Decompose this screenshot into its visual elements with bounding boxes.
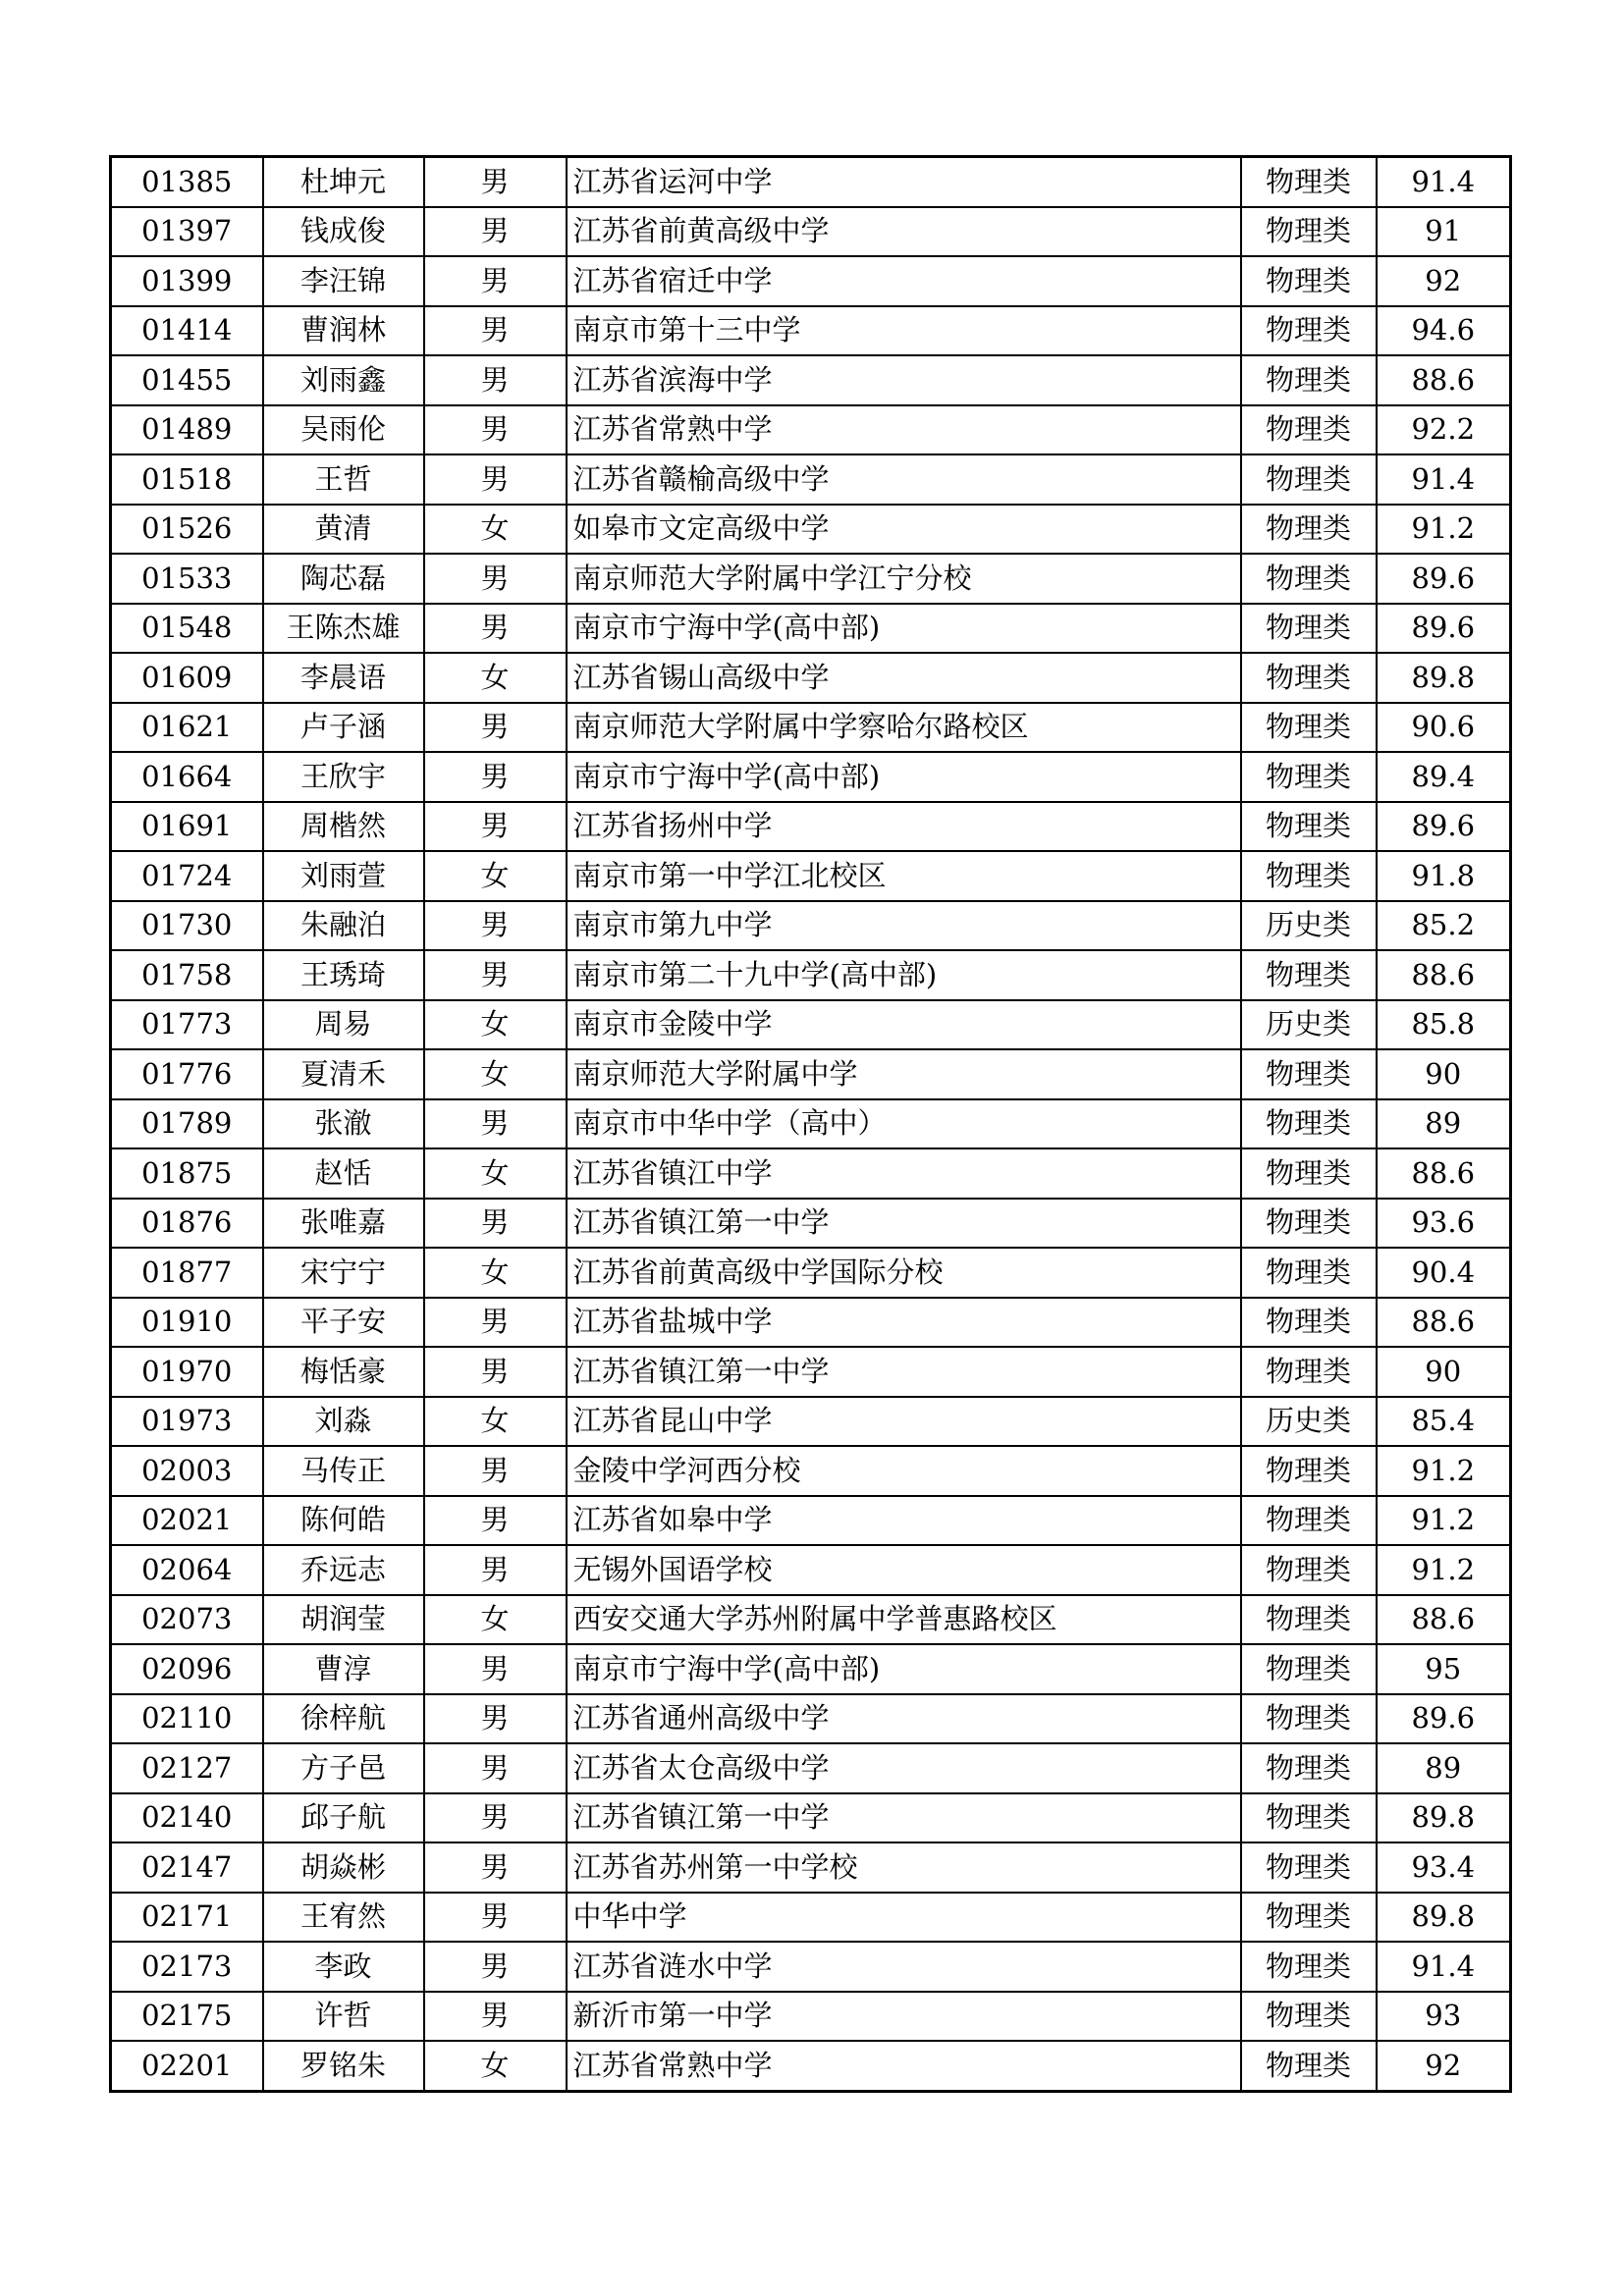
student-id-cell: 02064 [111,1545,263,1595]
score-cell: 85.4 [1377,1397,1511,1447]
gender-cell: 男 [424,1199,567,1249]
school-cell: 江苏省镇江中学 [567,1148,1241,1199]
score-cell: 92.2 [1377,405,1511,455]
track-cell: 历史类 [1241,1000,1377,1050]
table-row [111,752,1511,802]
score-cell: 89.6 [1377,1694,1511,1744]
track-cell: 物理类 [1241,256,1377,306]
table-row [111,355,1511,405]
score-cell: 90.6 [1377,703,1511,753]
track-cell: 物理类 [1241,1743,1377,1793]
score-cell: 95 [1377,1644,1511,1694]
gender-cell: 男 [424,752,567,802]
student-id-cell: 01877 [111,1248,263,1298]
table-row [111,1793,1511,1843]
track-cell: 物理类 [1241,1793,1377,1843]
student-name-cell: 王陈杰雄 [263,604,424,654]
gender-cell: 男 [424,207,567,257]
school-cell: 江苏省滨海中学 [567,355,1241,405]
track-cell: 物理类 [1241,405,1377,455]
gender-cell: 女 [424,1397,567,1447]
gender-cell: 男 [424,1942,567,1992]
student-id-cell: 01397 [111,207,263,257]
school-cell: 南京市金陵中学 [567,1000,1241,1050]
score-cell: 92 [1377,256,1511,306]
track-cell: 物理类 [1241,355,1377,405]
table-row [111,1595,1511,1645]
school-cell: 江苏省赣榆高级中学 [567,454,1241,505]
school-cell: 南京市第十三中学 [567,306,1241,356]
gender-cell: 男 [424,1099,567,1149]
table-row [111,256,1511,306]
score-cell: 85.2 [1377,901,1511,951]
school-cell: 江苏省宿迁中学 [567,256,1241,306]
track-cell: 物理类 [1241,950,1377,1000]
table-row [111,157,1511,207]
gender-cell: 男 [424,1347,567,1397]
student-name-cell: 许哲 [263,1992,424,2042]
student-name-cell: 张澈 [263,1099,424,1149]
score-cell: 89 [1377,1099,1511,1149]
gender-cell: 女 [424,2041,567,2091]
school-cell: 江苏省昆山中学 [567,1397,1241,1447]
school-cell: 江苏省镇江第一中学 [567,1793,1241,1843]
school-cell: 江苏省前黄高级中学国际分校 [567,1248,1241,1298]
score-cell: 89.8 [1377,1893,1511,1943]
student-name-cell: 刘淼 [263,1397,424,1447]
school-cell: 南京师范大学附属中学江宁分校 [567,554,1241,604]
student-name-cell: 张唯嘉 [263,1199,424,1249]
school-cell: 南京市第二十九中学(高中部) [567,950,1241,1000]
table-row [111,1644,1511,1694]
score-cell: 91.4 [1377,1942,1511,1992]
score-cell: 88.6 [1377,1595,1511,1645]
score-cell: 88.6 [1377,950,1511,1000]
school-cell: 江苏省扬州中学 [567,802,1241,852]
student-name-cell: 王欣宇 [263,752,424,802]
track-cell: 物理类 [1241,554,1377,604]
school-cell: 南京师范大学附属中学察哈尔路校区 [567,703,1241,753]
table-row [111,1545,1511,1595]
roster-table [109,155,1512,2093]
school-cell: 新沂市第一中学 [567,1992,1241,2042]
student-name-cell: 胡焱彬 [263,1842,424,1893]
student-id-cell: 01691 [111,802,263,852]
gender-cell: 男 [424,1496,567,1546]
student-id-cell: 01621 [111,703,263,753]
score-cell: 89.6 [1377,604,1511,654]
table-row [111,306,1511,356]
score-cell: 85.8 [1377,1000,1511,1050]
track-cell: 物理类 [1241,1148,1377,1199]
student-id-cell: 02003 [111,1446,263,1496]
student-name-cell: 周楷然 [263,802,424,852]
table-row [111,653,1511,703]
table-row [111,1000,1511,1050]
table-row [111,2041,1511,2091]
student-id-cell: 01776 [111,1049,263,1099]
school-cell: 江苏省太仓高级中学 [567,1743,1241,1793]
school-cell: 南京市第一中学江北校区 [567,851,1241,901]
track-cell: 物理类 [1241,1199,1377,1249]
score-cell: 88.6 [1377,1298,1511,1348]
student-name-cell: 罗铭朱 [263,2041,424,2091]
student-id-cell: 01970 [111,1347,263,1397]
student-name-cell: 陈何皓 [263,1496,424,1546]
student-name-cell: 马传正 [263,1446,424,1496]
school-cell: 南京市宁海中学(高中部) [567,752,1241,802]
school-cell: 南京市第九中学 [567,901,1241,951]
gender-cell: 女 [424,653,567,703]
roster-body [111,157,1511,2092]
table-row [111,405,1511,455]
student-id-cell: 02073 [111,1595,263,1645]
student-name-cell: 刘雨萱 [263,851,424,901]
track-cell: 物理类 [1241,2041,1377,2091]
school-cell: 南京市宁海中学(高中部) [567,604,1241,654]
score-cell: 94.6 [1377,306,1511,356]
student-id-cell: 02171 [111,1893,263,1943]
student-name-cell: 王宥然 [263,1893,424,1943]
table-row [111,454,1511,505]
student-name-cell: 胡润莹 [263,1595,424,1645]
track-cell: 历史类 [1241,1397,1377,1447]
table-row [111,1496,1511,1546]
score-cell: 91.2 [1377,1545,1511,1595]
score-cell: 91 [1377,207,1511,257]
score-cell: 89.6 [1377,802,1511,852]
student-id-cell: 01875 [111,1148,263,1199]
student-name-cell: 平子安 [263,1298,424,1348]
score-cell: 89.8 [1377,1793,1511,1843]
student-name-cell: 王琇琦 [263,950,424,1000]
gender-cell: 男 [424,1992,567,2042]
table-row [111,1842,1511,1893]
student-name-cell: 王哲 [263,454,424,505]
student-name-cell: 曹淳 [263,1644,424,1694]
student-id-cell: 01973 [111,1397,263,1447]
track-cell: 物理类 [1241,1496,1377,1546]
student-name-cell: 钱成俊 [263,207,424,257]
school-cell: 中华中学 [567,1893,1241,1943]
student-id-cell: 01876 [111,1199,263,1249]
student-name-cell: 方子邑 [263,1743,424,1793]
student-id-cell: 02096 [111,1644,263,1694]
student-id-cell: 02140 [111,1793,263,1843]
student-name-cell: 吴雨伦 [263,405,424,455]
score-cell: 92 [1377,2041,1511,2091]
gender-cell: 男 [424,355,567,405]
track-cell: 物理类 [1241,703,1377,753]
school-cell: 江苏省盐城中学 [567,1298,1241,1348]
student-id-cell: 01724 [111,851,263,901]
gender-cell: 男 [424,1446,567,1496]
student-name-cell: 赵恬 [263,1148,424,1199]
table-row [111,1397,1511,1447]
school-cell: 南京市中华中学（高中） [567,1099,1241,1149]
track-cell: 物理类 [1241,1893,1377,1943]
track-cell: 物理类 [1241,1545,1377,1595]
student-id-cell: 02021 [111,1496,263,1546]
student-id-cell: 01533 [111,554,263,604]
student-id-cell: 01526 [111,505,263,555]
score-cell: 89.8 [1377,653,1511,703]
student-id-cell: 01664 [111,752,263,802]
school-cell: 江苏省前黄高级中学 [567,207,1241,257]
track-cell: 物理类 [1241,505,1377,555]
student-id-cell: 01385 [111,157,263,207]
school-cell: 江苏省常熟中学 [567,2041,1241,2091]
gender-cell: 男 [424,1842,567,1893]
gender-cell: 男 [424,1793,567,1843]
student-name-cell: 李晨语 [263,653,424,703]
table-row [111,207,1511,257]
school-cell: 江苏省锡山高级中学 [567,653,1241,703]
gender-cell: 男 [424,1644,567,1694]
track-cell: 物理类 [1241,1347,1377,1397]
track-cell: 物理类 [1241,306,1377,356]
track-cell: 物理类 [1241,653,1377,703]
gender-cell: 女 [424,1049,567,1099]
score-cell: 93 [1377,1992,1511,2042]
student-id-cell: 01548 [111,604,263,654]
gender-cell: 女 [424,1248,567,1298]
student-id-cell: 02201 [111,2041,263,2091]
table-row [111,1743,1511,1793]
score-cell: 93.4 [1377,1842,1511,1893]
track-cell: 物理类 [1241,1248,1377,1298]
school-cell: 如皋市文定高级中学 [567,505,1241,555]
table-row [111,1942,1511,1992]
table-row [111,1893,1511,1943]
student-name-cell: 邱子航 [263,1793,424,1843]
table-row [111,1099,1511,1149]
track-cell: 物理类 [1241,1446,1377,1496]
table-row [111,950,1511,1000]
score-cell: 93.6 [1377,1199,1511,1249]
school-cell: 江苏省苏州第一中学校 [567,1842,1241,1893]
school-cell: 江苏省涟水中学 [567,1942,1241,1992]
gender-cell: 女 [424,1595,567,1645]
student-id-cell: 01758 [111,950,263,1000]
student-name-cell: 曹润林 [263,306,424,356]
table-row [111,554,1511,604]
student-id-cell: 01399 [111,256,263,306]
track-cell: 物理类 [1241,454,1377,505]
student-name-cell: 李汪锦 [263,256,424,306]
table-row [111,851,1511,901]
table-row [111,1049,1511,1099]
table-row [111,1298,1511,1348]
score-cell: 91.2 [1377,505,1511,555]
school-cell: 江苏省镇江第一中学 [567,1347,1241,1397]
student-name-cell: 宋宁宁 [263,1248,424,1298]
track-cell: 物理类 [1241,1694,1377,1744]
student-name-cell: 陶芯磊 [263,554,424,604]
gender-cell: 男 [424,703,567,753]
gender-cell: 男 [424,1545,567,1595]
table-row [111,1148,1511,1199]
student-name-cell: 刘雨鑫 [263,355,424,405]
track-cell: 物理类 [1241,1049,1377,1099]
track-cell: 物理类 [1241,207,1377,257]
student-name-cell: 卢子涵 [263,703,424,753]
student-id-cell: 01730 [111,901,263,951]
score-cell: 88.6 [1377,355,1511,405]
gender-cell: 男 [424,306,567,356]
score-cell: 90 [1377,1347,1511,1397]
student-id-cell: 01609 [111,653,263,703]
student-name-cell: 夏清禾 [263,1049,424,1099]
student-name-cell: 周易 [263,1000,424,1050]
table-row [111,505,1511,555]
gender-cell: 男 [424,454,567,505]
track-cell: 历史类 [1241,901,1377,951]
track-cell: 物理类 [1241,802,1377,852]
school-cell: 无锡外国语学校 [567,1545,1241,1595]
student-id-cell: 02175 [111,1992,263,2042]
student-name-cell: 黄清 [263,505,424,555]
student-name-cell: 杜坤元 [263,157,424,207]
school-cell: 江苏省常熟中学 [567,405,1241,455]
gender-cell: 男 [424,554,567,604]
gender-cell: 女 [424,851,567,901]
school-cell: 南京师范大学附属中学 [567,1049,1241,1099]
score-cell: 89 [1377,1743,1511,1793]
score-cell: 91.2 [1377,1446,1511,1496]
school-cell: 南京市宁海中学(高中部) [567,1644,1241,1694]
table-row [111,1199,1511,1249]
table-row [111,604,1511,654]
score-cell: 91.4 [1377,454,1511,505]
gender-cell: 男 [424,1298,567,1348]
gender-cell: 男 [424,1893,567,1943]
student-name-cell: 朱融泊 [263,901,424,951]
table-row [111,1248,1511,1298]
student-name-cell: 梅恬豪 [263,1347,424,1397]
student-id-cell: 02127 [111,1743,263,1793]
student-id-cell: 02147 [111,1842,263,1893]
table-row [111,1446,1511,1496]
gender-cell: 女 [424,1000,567,1050]
gender-cell: 女 [424,505,567,555]
table-row [111,802,1511,852]
gender-cell: 男 [424,405,567,455]
track-cell: 物理类 [1241,604,1377,654]
school-cell: 金陵中学河西分校 [567,1446,1241,1496]
gender-cell: 男 [424,1743,567,1793]
gender-cell: 男 [424,950,567,1000]
table-row [111,1992,1511,2042]
student-id-cell: 01414 [111,306,263,356]
score-cell: 89.4 [1377,752,1511,802]
track-cell: 物理类 [1241,1842,1377,1893]
gender-cell: 男 [424,901,567,951]
school-cell: 江苏省运河中学 [567,157,1241,207]
track-cell: 物理类 [1241,1644,1377,1694]
student-id-cell: 01910 [111,1298,263,1348]
track-cell: 物理类 [1241,1942,1377,1992]
gender-cell: 男 [424,604,567,654]
score-cell: 90 [1377,1049,1511,1099]
score-cell: 91.8 [1377,851,1511,901]
track-cell: 物理类 [1241,752,1377,802]
table-row [111,1694,1511,1744]
student-id-cell: 01773 [111,1000,263,1050]
score-cell: 89.6 [1377,554,1511,604]
track-cell: 物理类 [1241,1298,1377,1348]
student-id-cell: 01489 [111,405,263,455]
table-row [111,703,1511,753]
school-cell: 江苏省镇江第一中学 [567,1199,1241,1249]
gender-cell: 男 [424,256,567,306]
gender-cell: 男 [424,157,567,207]
score-cell: 91.4 [1377,157,1511,207]
table-row [111,901,1511,951]
student-name-cell: 乔远志 [263,1545,424,1595]
student-id-cell: 01789 [111,1099,263,1149]
score-cell: 91.2 [1377,1496,1511,1546]
score-cell: 90.4 [1377,1248,1511,1298]
score-cell: 88.6 [1377,1148,1511,1199]
track-cell: 物理类 [1241,157,1377,207]
student-id-cell: 02173 [111,1942,263,1992]
student-name-cell: 徐梓航 [263,1694,424,1744]
track-cell: 物理类 [1241,1099,1377,1149]
student-name-cell: 李政 [263,1942,424,1992]
track-cell: 物理类 [1241,851,1377,901]
student-id-cell: 02110 [111,1694,263,1744]
gender-cell: 男 [424,1694,567,1744]
gender-cell: 女 [424,1148,567,1199]
gender-cell: 男 [424,802,567,852]
table-row [111,1347,1511,1397]
school-cell: 江苏省如皋中学 [567,1496,1241,1546]
school-cell: 西安交通大学苏州附属中学普惠路校区 [567,1595,1241,1645]
school-cell: 江苏省通州高级中学 [567,1694,1241,1744]
track-cell: 物理类 [1241,1595,1377,1645]
student-id-cell: 01455 [111,355,263,405]
student-id-cell: 01518 [111,454,263,505]
track-cell: 物理类 [1241,1992,1377,2042]
